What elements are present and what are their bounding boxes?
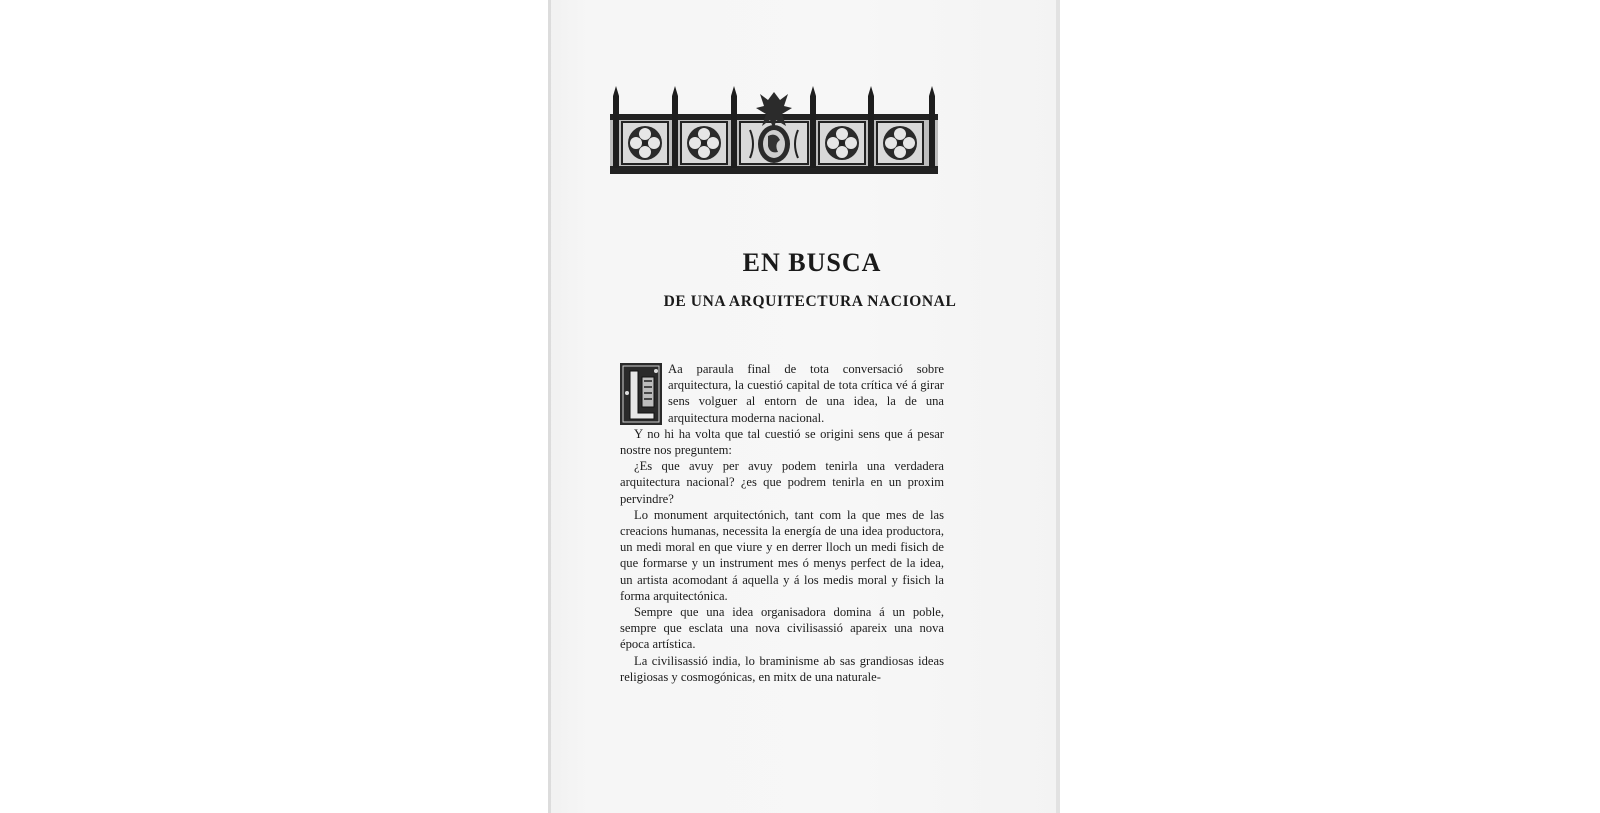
page-edge-left [548,0,551,813]
illuminated-dropcap-l-icon [620,363,662,425]
paragraph: Sempre que una idea organisadora domina á un poble, sempre que esclata una nova civilisassió apareix una nova época artística. [620,605,944,652]
paragraph: ¿Es que avuy per avuy podem tenirla una verdadera arquitectura nacional? ¿es que podrem tenirla en un proxim pervindre? [620,459,944,506]
paragraph: Lo monument arquitectónich, tant com la que mes de las creacions humanas, necessita la energía de una idea productora, un medi moral en que viure y en derrer lloch un medi fisich de que formarse y un instrument mes ó menys perfect de la idea, un artista acomodant á aquella y á los medis moral y fisich la forma arquitectónica. [620,507,944,603]
article-body [620,361,944,685]
paragraph: Y no hi ha volta que tal cuestió se origini sens que á pesar nostre nos preguntem: [620,426,944,458]
paragraph: La civilisassió india, lo braminisme ab sas grandiosas ideas religiosas y cosmogónicas, en mitx de una naturale- [620,653,944,684]
page-subtitle: DE UNA ARQUITECTURA NACIONAL [663,293,957,310]
page-edge-right [1056,0,1060,813]
first-paragraph-text: a paraula final de tota conversació sobre arquitectura, la cuestió capital de tota crítica vé á girar sens volguer al entorn de una idea, la de una arquitectura moderna nacional. [668,362,944,425]
paragraph-first [620,361,944,426]
page-title: EN BUSCA [742,248,882,277]
book-page [548,0,1060,813]
gothic-ornament-banner [610,86,938,178]
first-paragraph-lead: A [668,362,678,376]
